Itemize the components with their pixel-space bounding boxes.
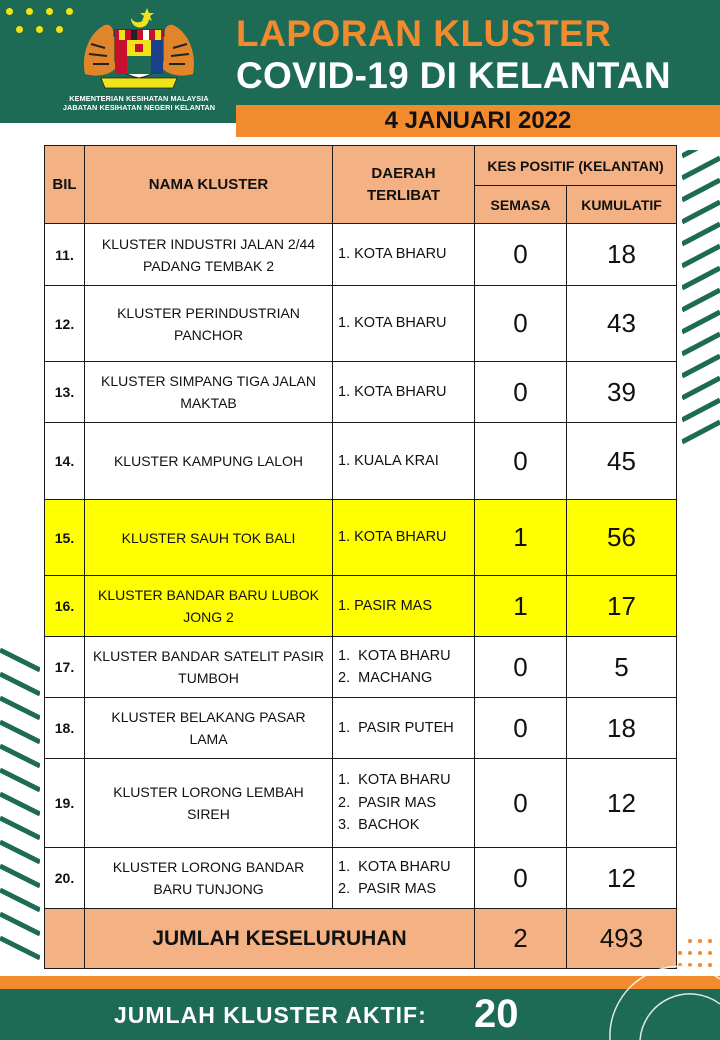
table-row <box>45 423 677 500</box>
row-number: 17. <box>45 637 85 698</box>
current-cases: 0 <box>475 423 567 500</box>
cumulative-cases: 45 <box>567 423 677 500</box>
cluster-name-line: KLUSTER SIMPANG TIGA JALAN <box>101 373 316 389</box>
table-row <box>45 362 677 423</box>
cluster-name-line: KLUSTER BANDAR BARU LUBOK <box>98 587 319 603</box>
cluster-name-line: SIREH <box>187 806 230 822</box>
header-daerah-terlibat <box>333 146 475 224</box>
cumulative-cases: 5 <box>567 637 677 698</box>
report-title-line2: COVID-19 DI KELANTAN <box>236 55 671 96</box>
cluster-name-line: KLUSTER KAMPUNG LALOH <box>113 453 304 469</box>
row-number: 13. <box>45 362 85 423</box>
header-daerah-line2: TERLIBAT <box>366 186 441 204</box>
cluster-name <box>85 224 333 286</box>
current-cases: 0 <box>475 759 567 848</box>
cluster-name <box>85 423 333 500</box>
cluster-name-line: KLUSTER LORONG BANDAR <box>112 859 305 875</box>
district-list <box>333 423 475 500</box>
district-item: 1. KOTA BHARU <box>338 858 451 875</box>
cumulative-cases: 18 <box>567 698 677 759</box>
cluster-name-line: JONG 2 <box>183 609 234 625</box>
cluster-name <box>85 500 333 576</box>
table-row <box>45 224 677 286</box>
district-list <box>333 759 475 848</box>
cluster-name <box>85 698 333 759</box>
district-list <box>333 224 475 286</box>
district-item: 1. KUALA KRAI <box>338 452 439 469</box>
current-cases: 0 <box>475 286 567 362</box>
header-semasa: SEMASA <box>475 186 567 224</box>
table-row-highlighted <box>45 576 677 637</box>
cluster-name <box>85 362 333 423</box>
table-row <box>45 286 677 362</box>
header-kes-positif: KES POSITIF (KELANTAN) <box>475 146 677 186</box>
coat-of-arms-logo <box>44 4 234 116</box>
active-clusters-count: 20 <box>474 992 519 1036</box>
district-list <box>333 698 475 759</box>
active-clusters-label: JUMLAH KLUSTER AKTIF: <box>114 1002 427 1028</box>
table-row <box>45 848 677 909</box>
cluster-name-line: KLUSTER LORONG LEMBAH <box>113 784 304 800</box>
cluster-name <box>85 286 333 362</box>
cluster-name-line: PANCHOR <box>174 326 243 343</box>
cluster-name-line: KLUSTER BANDAR SATELIT PASIR <box>92 648 325 664</box>
district-item: 1. PASIR PUTEH <box>338 719 454 736</box>
total-label: JUMLAH KESELURUHAN <box>85 909 475 969</box>
table-row <box>45 637 677 698</box>
district-item: 1. KOTA BHARU <box>338 315 447 332</box>
total-cumulative-cases: 493 <box>567 909 677 969</box>
row-number: 18. <box>45 698 85 759</box>
cluster-name-line: KLUSTER INDUSTRI JALAN 2/44 <box>101 235 316 252</box>
row-number: 16. <box>45 576 85 637</box>
row-number: 12. <box>45 286 85 362</box>
cluster-name <box>85 637 333 698</box>
header-kumulatif: KUMULATIF <box>567 186 677 224</box>
total-spacer <box>45 909 85 969</box>
current-cases: 1 <box>475 500 567 576</box>
current-cases: 0 <box>475 637 567 698</box>
cluster-name-line: LAMA <box>189 731 228 747</box>
cluster-name-line: KLUSTER PERINDUSTRIAN <box>117 304 300 321</box>
district-item: 2. PASIR MAS <box>338 881 437 897</box>
row-number: 20. <box>45 848 85 909</box>
total-current-cases: 2 <box>475 909 567 969</box>
district-item: 3. BACHOK <box>338 817 420 834</box>
table-row <box>45 698 677 759</box>
district-list <box>333 286 475 362</box>
cluster-name <box>85 759 333 848</box>
district-list <box>333 637 475 698</box>
cluster-table <box>44 145 677 969</box>
district-item: 2. PASIR MAS <box>338 794 437 811</box>
current-cases: 0 <box>475 848 567 909</box>
cluster-name-line: TUMBOH <box>178 670 239 686</box>
cumulative-cases: 12 <box>567 759 677 848</box>
table-row-highlighted <box>45 500 677 576</box>
footer-banner <box>0 989 720 1040</box>
cumulative-cases: 18 <box>567 224 677 286</box>
ministry-name: KEMENTERIAN KESIHATAN MALAYSIA <box>69 94 209 103</box>
right-stripes-decor <box>682 150 720 450</box>
cluster-name <box>85 848 333 909</box>
date-bar <box>236 105 720 137</box>
district-list <box>333 500 475 576</box>
cumulative-cases: 43 <box>567 286 677 362</box>
current-cases: 0 <box>475 698 567 759</box>
district-item: 2. MACHANG <box>338 670 433 686</box>
district-item: 1. PASIR MAS <box>338 597 433 614</box>
cluster-name-line: MAKTAB <box>180 395 237 411</box>
district-item: 1. KOTA BHARU <box>338 647 451 664</box>
header-nama-kluster: NAMA KLUSTER <box>85 146 333 224</box>
header-bil: BIL <box>45 146 85 224</box>
row-number: 11. <box>45 224 85 286</box>
current-cases: 0 <box>475 362 567 423</box>
current-cases: 0 <box>475 224 567 286</box>
row-number: 14. <box>45 423 85 500</box>
district-item: 1. KOTA BHARU <box>338 772 451 789</box>
cluster-name-line: BARU TUNJONG <box>153 881 264 897</box>
footer-arc-decor <box>600 959 720 1040</box>
district-list <box>333 848 475 909</box>
cluster-name-line: KLUSTER SAUH TOK BALI <box>121 529 296 546</box>
header-daerah-line1: DAERAH <box>371 164 436 182</box>
cluster-name <box>85 576 333 637</box>
district-list <box>333 576 475 637</box>
report-title-line1: LAPORAN KLUSTER <box>236 13 612 54</box>
district-item: 1. KOTA BHARU <box>338 246 447 263</box>
current-cases: 1 <box>475 576 567 637</box>
department-name: JABATAN KESIHATAN NEGERI KELANTAN <box>62 103 216 112</box>
table-row <box>45 759 677 848</box>
cumulative-cases: 17 <box>567 576 677 637</box>
cumulative-cases: 12 <box>567 848 677 909</box>
district-list <box>333 362 475 423</box>
district-item: 1. KOTA BHARU <box>338 383 447 400</box>
total-row <box>45 909 677 969</box>
coat-of-arms-icon <box>79 4 199 90</box>
cumulative-cases: 56 <box>567 500 677 576</box>
cumulative-cases: 39 <box>567 362 677 423</box>
cluster-name-line: PADANG TEMBAK 2 <box>143 257 274 274</box>
row-number: 19. <box>45 759 85 848</box>
cluster-name-line: KLUSTER BELAKANG PASAR <box>111 709 306 725</box>
district-item: 1. KOTA BHARU <box>338 529 447 546</box>
report-date: 4 JANUARI 2022 <box>384 107 572 134</box>
left-stripes-decor <box>0 640 40 970</box>
row-number: 15. <box>45 500 85 576</box>
